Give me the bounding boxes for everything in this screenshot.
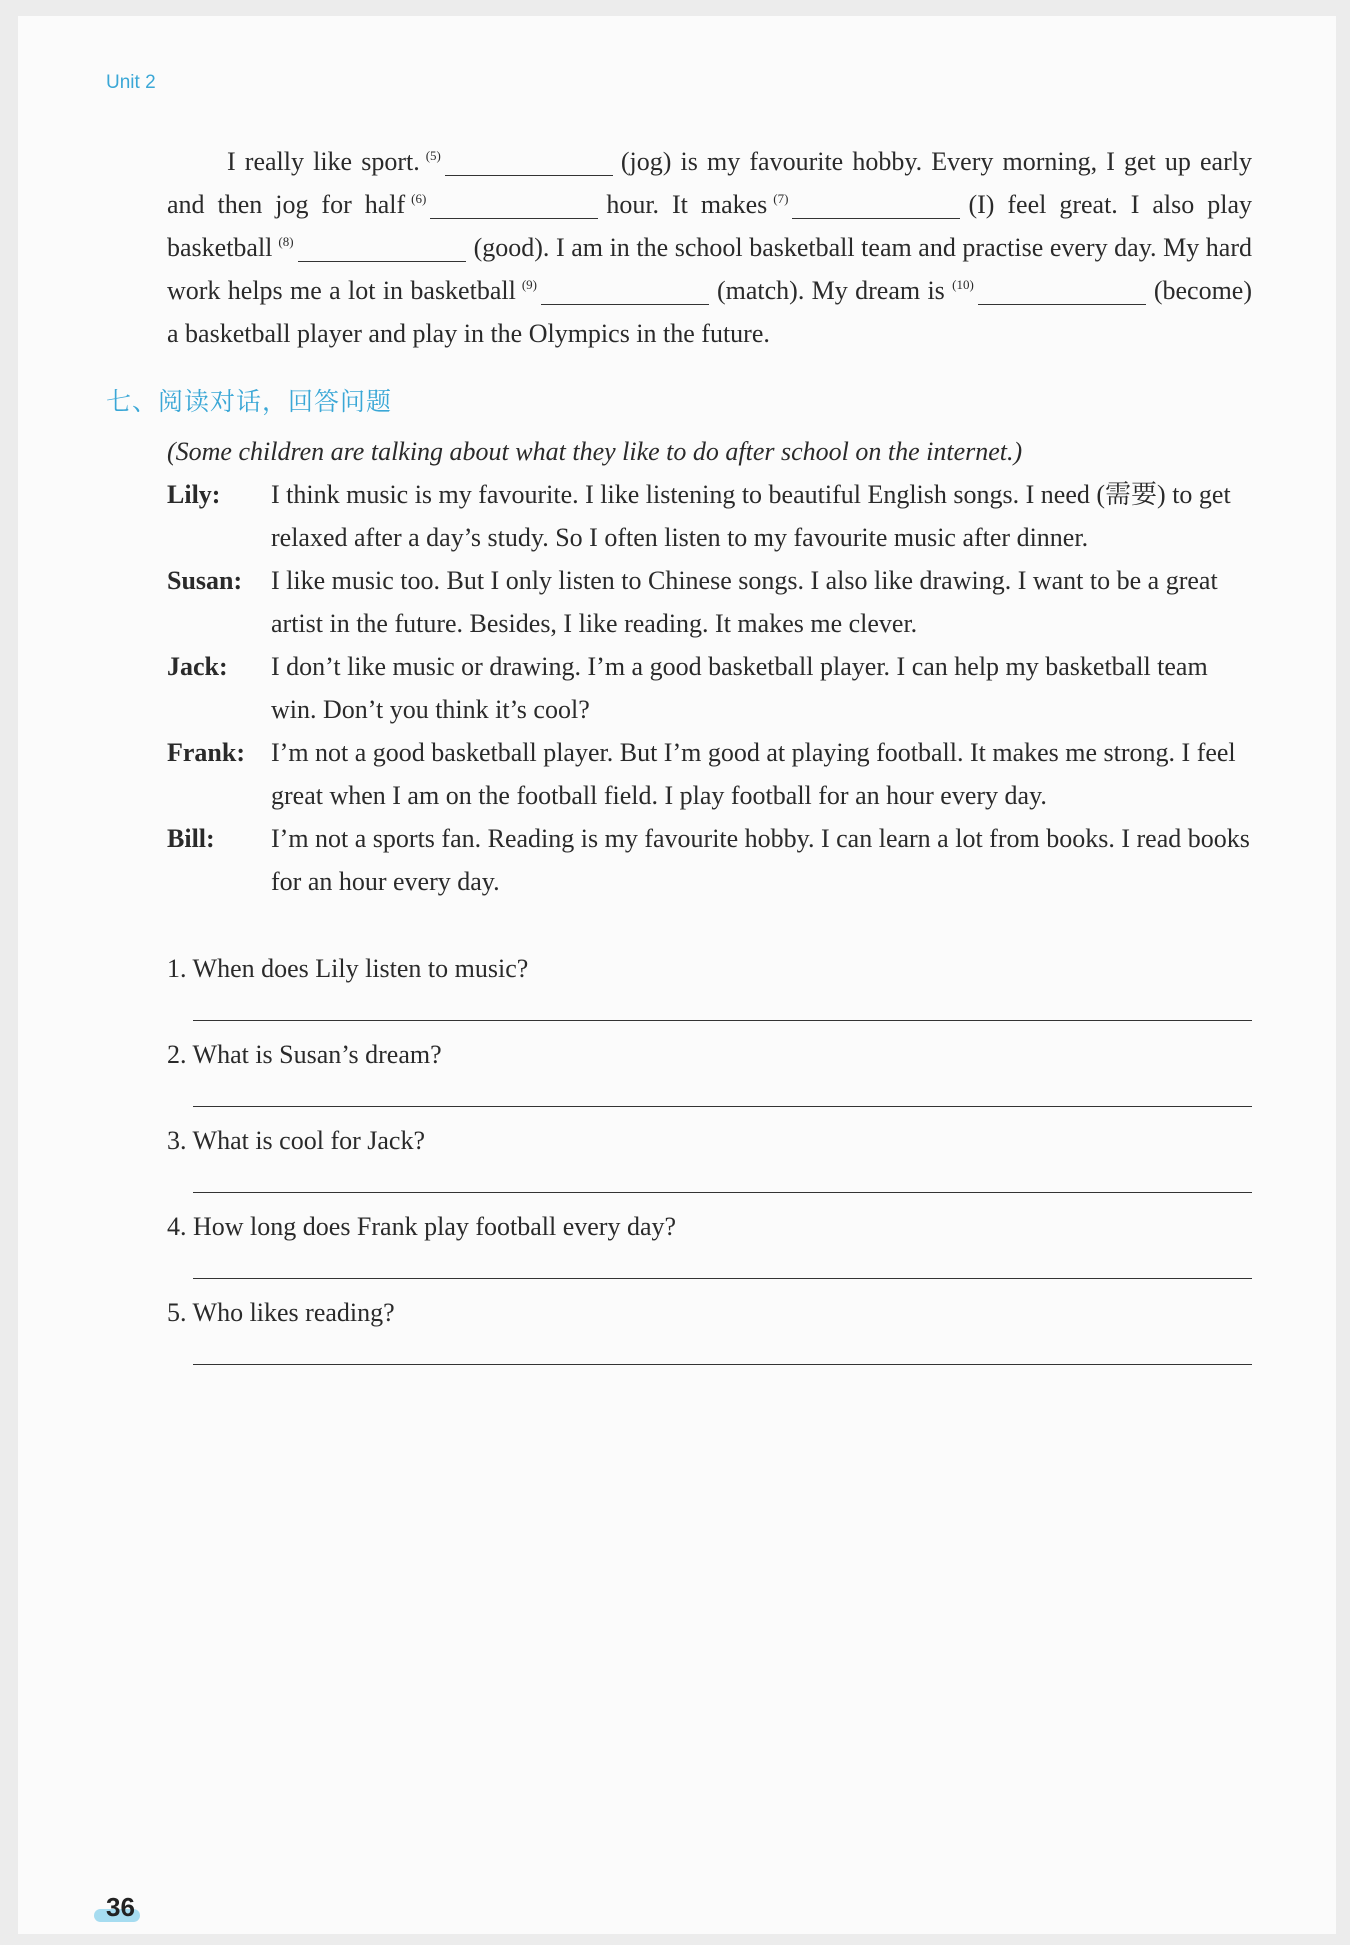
answer-line-2[interactable] (193, 1076, 1252, 1119)
speaker-name: Frank: (167, 738, 245, 767)
blank-number-7: (7) (773, 191, 789, 207)
section-title: 七、阅读对话，回答问题 (106, 387, 393, 416)
speaker-name: Bill: (167, 824, 215, 853)
blank-number-5: (5) (425, 148, 441, 164)
dialogue-turn-frank (167, 731, 1253, 817)
question-list (167, 947, 1252, 1377)
page-number: 36 (106, 1892, 135, 1922)
blank-number-10: (10) (952, 277, 974, 293)
speaker-text: I’m not a sports fan. Reading is my favourite hobby. I can learn a lot from books. I read books for an hour every day. (271, 824, 1250, 896)
speaker-text: I like music too. But I only listen to Chinese songs. I also like drawing. I want to be a great artist in the future. Besides, I like reading. It makes me clever. (271, 566, 1218, 638)
blank-number-6: (6) (411, 191, 427, 207)
passage-text-1: I really like sport. (227, 147, 420, 176)
speaker-name: Jack: (167, 652, 228, 681)
speaker-text: I think music is my favourite. I like listening to beautiful English songs. I need (需要) to get relaxed after a day’s study. So I often listen to my favourite music after dinner. (271, 480, 1231, 552)
question-2: 2. What is Susan’s dream? (167, 1040, 442, 1069)
passage-text-5: (good). I am in the school basketball team and practise every day. My hard work helps me a lot in basketball (167, 233, 1252, 305)
speaker-text: I don’t like music or drawing. I’m a good basketball player. I can help my basketball team win. Don’t you think it’s cool? (271, 652, 1208, 724)
answer-line-4[interactable] (193, 1248, 1252, 1291)
passage-text-3: hour. It makes (606, 190, 768, 219)
dialogue-turn-jack (167, 645, 1253, 731)
passage-text-6: (match). My dream is (716, 276, 945, 305)
answer-line-1[interactable] (193, 990, 1252, 1033)
blank-7[interactable] (792, 194, 960, 219)
blank-8[interactable] (298, 237, 466, 262)
passage-text-4: (I) feel great. I also play basketball (167, 190, 1252, 262)
speaker-text: I’m not a good basketball player. But I’m good at playing football. It makes me strong. I feel great when I am on the football field. I play football for an hour every day. (271, 738, 1236, 810)
question-1: 1. When does Lily listen to music? (167, 954, 529, 983)
question-3: 3. What is cool for Jack? (167, 1126, 425, 1155)
dialogue-turn-susan (167, 559, 1253, 645)
blank-6[interactable] (430, 194, 598, 219)
cloze-passage (167, 140, 1252, 355)
answer-line-3[interactable] (193, 1162, 1252, 1205)
blank-number-8: (8) (278, 234, 294, 250)
blank-5[interactable] (445, 151, 613, 176)
blank-10[interactable] (978, 280, 1146, 305)
passage-text-2: (jog) is my favourite hobby. Every morning, I get up early and then jog for half (167, 147, 1252, 219)
answer-line-5[interactable] (193, 1334, 1252, 1377)
section-intro: (Some children are talking about what they like to do after school on the internet.) (167, 437, 1023, 466)
workbook-page (18, 16, 1336, 1934)
speaker-name: Susan: (167, 566, 243, 595)
blank-9[interactable] (541, 280, 709, 305)
unit-label: Unit 2 (106, 72, 156, 93)
speaker-name: Lily: (167, 480, 221, 509)
question-5: 5. Who likes reading? (167, 1298, 395, 1327)
dialogue-turn-bill (167, 817, 1253, 903)
passage-text-7: (become) a basketball player and play in the Olympics in the future. (167, 276, 1253, 348)
blank-number-9: (9) (521, 277, 537, 293)
dialogue (167, 473, 1253, 903)
dialogue-turn-lily (167, 473, 1253, 559)
question-4: 4. How long does Frank play football every day? (167, 1212, 677, 1241)
